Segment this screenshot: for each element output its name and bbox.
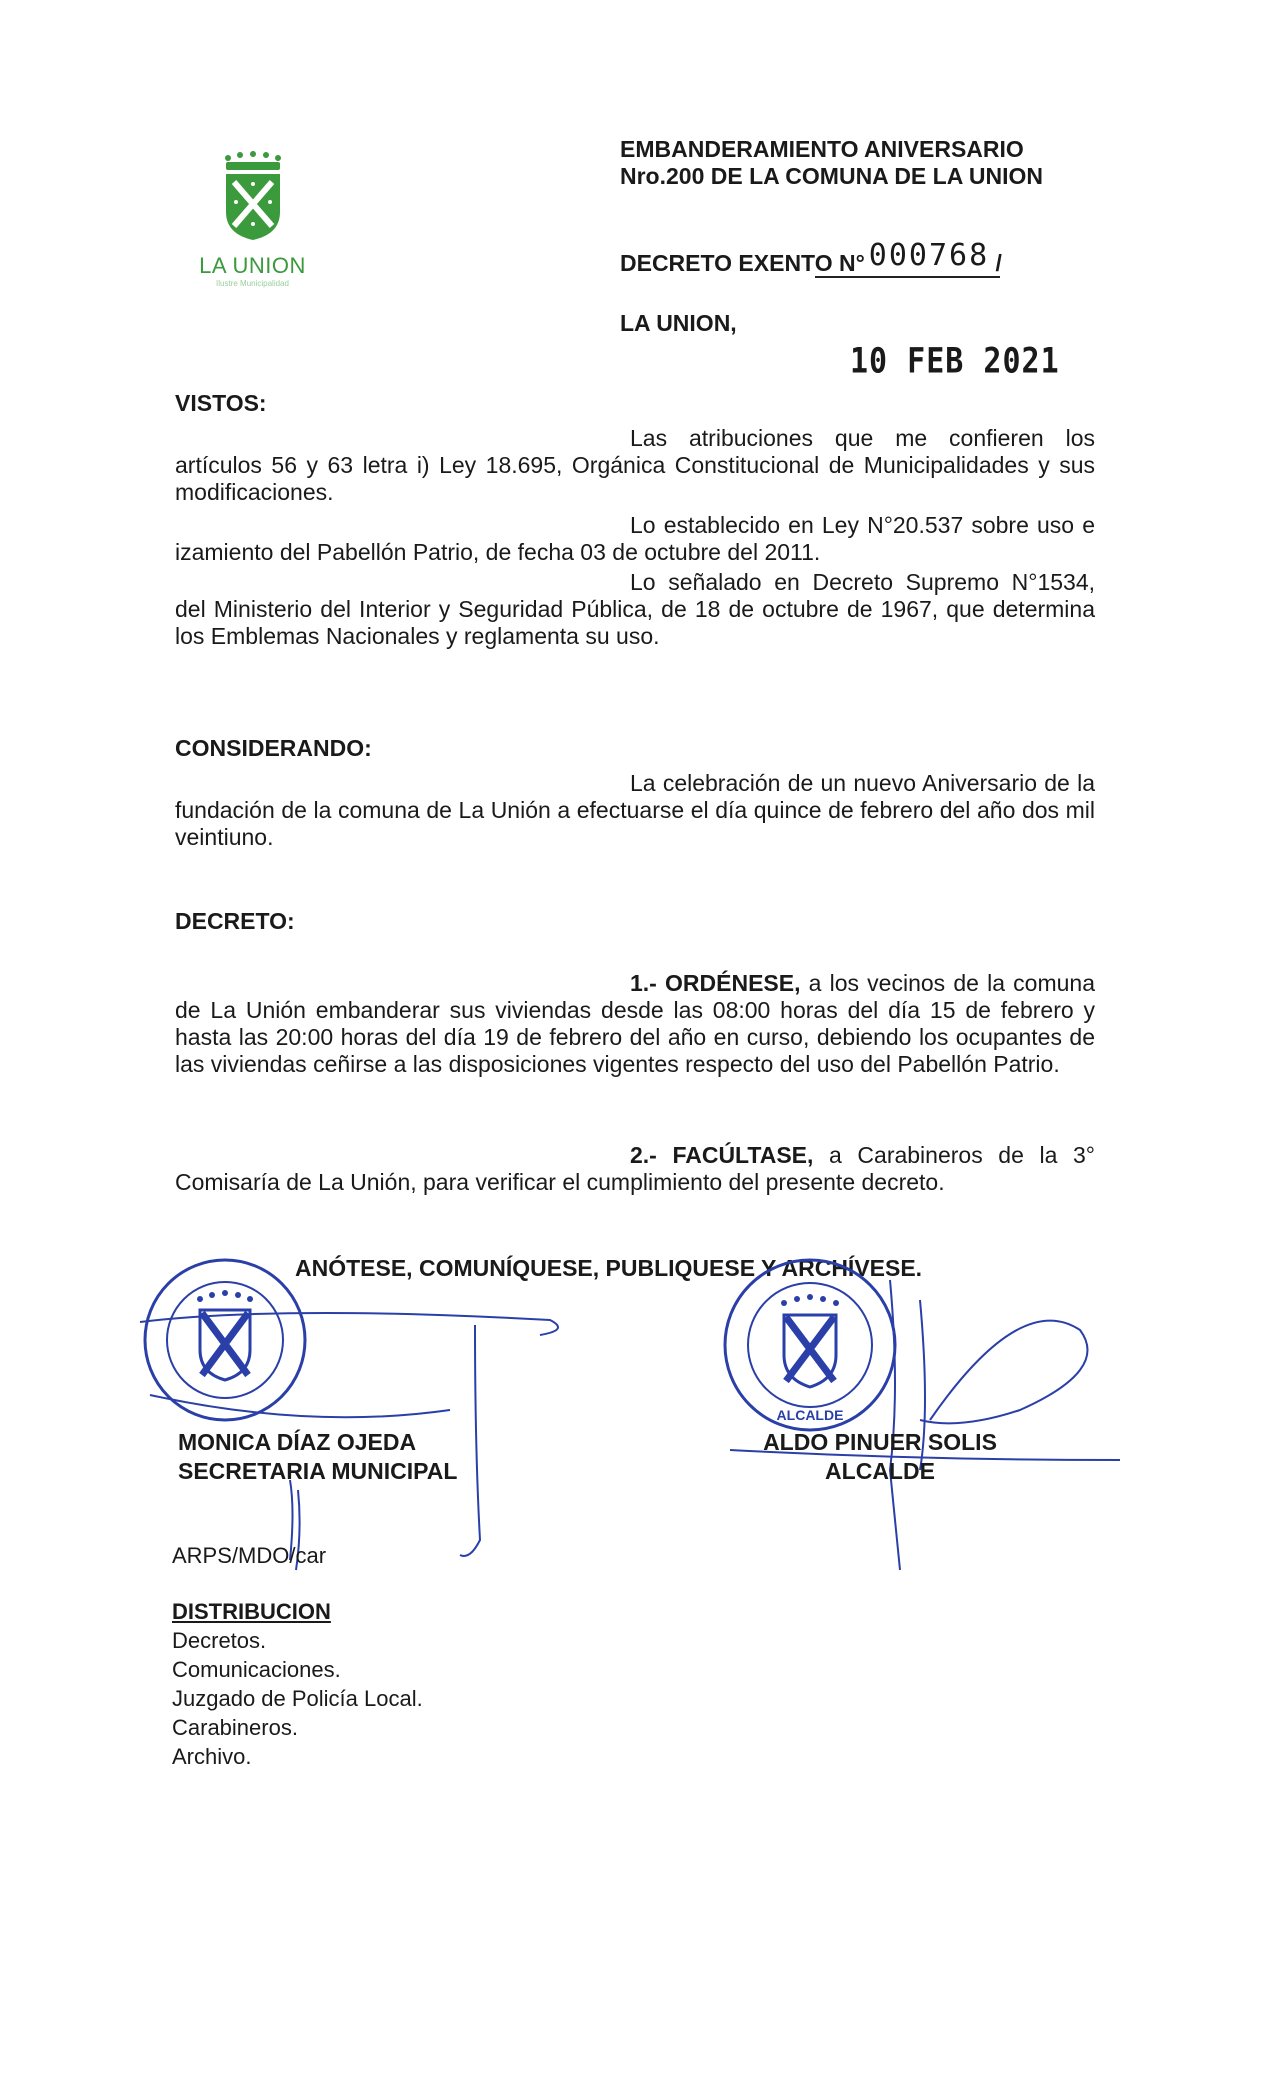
decreto-label: DECRETO EXENTO N°	[620, 250, 865, 276]
right-signatory	[755, 1428, 1005, 1486]
distribution-item: Archivo.	[172, 1744, 252, 1769]
right-signatory-name: ALDO PINUER SOLIS	[763, 1429, 997, 1455]
decreto-heading: DECRETO:	[175, 908, 295, 934]
left-signatory	[178, 1428, 457, 1486]
place-label: LA UNION,	[620, 310, 737, 336]
decreto-item-1: 1.- ORDÉNESE, a los vecinos de la comuna de La Unión embanderar sus viviendas desde las 08:00 horas del día 15 de febrero y hasta las 20:00 horas del día 19 de febrero del año en curso, debiendo los ocupantes de las viviendas ceñirse a las disposiciones vigentes respecto del uso del Pabellón Patrio.	[175, 970, 1095, 1077]
municipal-logo	[190, 150, 315, 288]
vistos-heading: VISTOS:	[175, 390, 267, 416]
logo-city-name: LA UNION	[199, 253, 306, 278]
date-stamp: 10 FEB 2021	[850, 341, 1060, 382]
decreto-underline	[815, 276, 1000, 278]
right-seal-bottom-text: ALCALDE	[776, 1407, 844, 1423]
distribution-heading: DISTRIBUCION	[172, 1599, 331, 1624]
title-line-2: Nro.200 DE LA COMUNA DE LA UNION	[620, 163, 1043, 189]
decreto-number-line: DECRETO EXENTO N° 000768 /	[620, 238, 1002, 276]
considerando-heading: CONSIDERANDO:	[175, 735, 372, 761]
considerando-paragraph: La celebración de un nuevo Aniversario de la fundación de la comuna de La Unión a efectuarse el día quince de febrero del año dos mil veintiuno.	[175, 770, 1095, 850]
distribution-item: Carabineros.	[172, 1715, 298, 1740]
initials: ARPS/MDO/car	[172, 1543, 327, 1568]
vistos-paragraph-1: Las atribuciones que me confieren los artículos 56 y 63 letra i) Ley 18.695, Orgánica Constitucional de Municipalidades y sus modificaciones.	[175, 425, 1095, 505]
title-line-1: EMBANDERAMIENTO ANIVERSARIO	[620, 136, 1024, 162]
vistos-paragraph-2: Lo establecido en Ley N°20.537 sobre uso e izamiento del Pabellón Patrio, de fecha 03 de octubre del 2011.	[175, 512, 1095, 565]
vistos-paragraph-3: Lo señalado en Decreto Supremo N°1534, del Ministerio del Interior y Seguridad Pública, de 18 de octubre de 1967, que determina los Emblemas Nacionales y reglamenta su uso.	[175, 569, 1095, 649]
distribution-block	[172, 1597, 423, 1771]
left-signatory-name: MONICA DÍAZ OJEDA	[178, 1429, 417, 1455]
coat-of-arms-icon	[218, 150, 288, 242]
distribution-item: Comunicaciones.	[172, 1657, 341, 1682]
document-title	[620, 136, 1043, 190]
distribution-item: Juzgado de Policía Local.	[172, 1686, 423, 1711]
decreto-item-2: 2.- FACÚLTASE, a Carabineros de la 3° Comisaría de La Unión, para verificar el cumplimiento del presente decreto.	[175, 1142, 1095, 1195]
distribution-item: Decretos.	[172, 1628, 267, 1653]
closing-formula: ANÓTESE, COMUNÍQUESE, PUBLIQUESE Y ARCHÍVESE.	[295, 1255, 923, 1281]
decreto-number: 000768	[868, 238, 990, 273]
right-signatory-title: ALCALDE	[825, 1458, 935, 1484]
left-signatory-title: SECRETARIA MUNICIPAL	[178, 1458, 458, 1484]
logo-subtitle: Ilustre Municipalidad	[216, 279, 289, 288]
